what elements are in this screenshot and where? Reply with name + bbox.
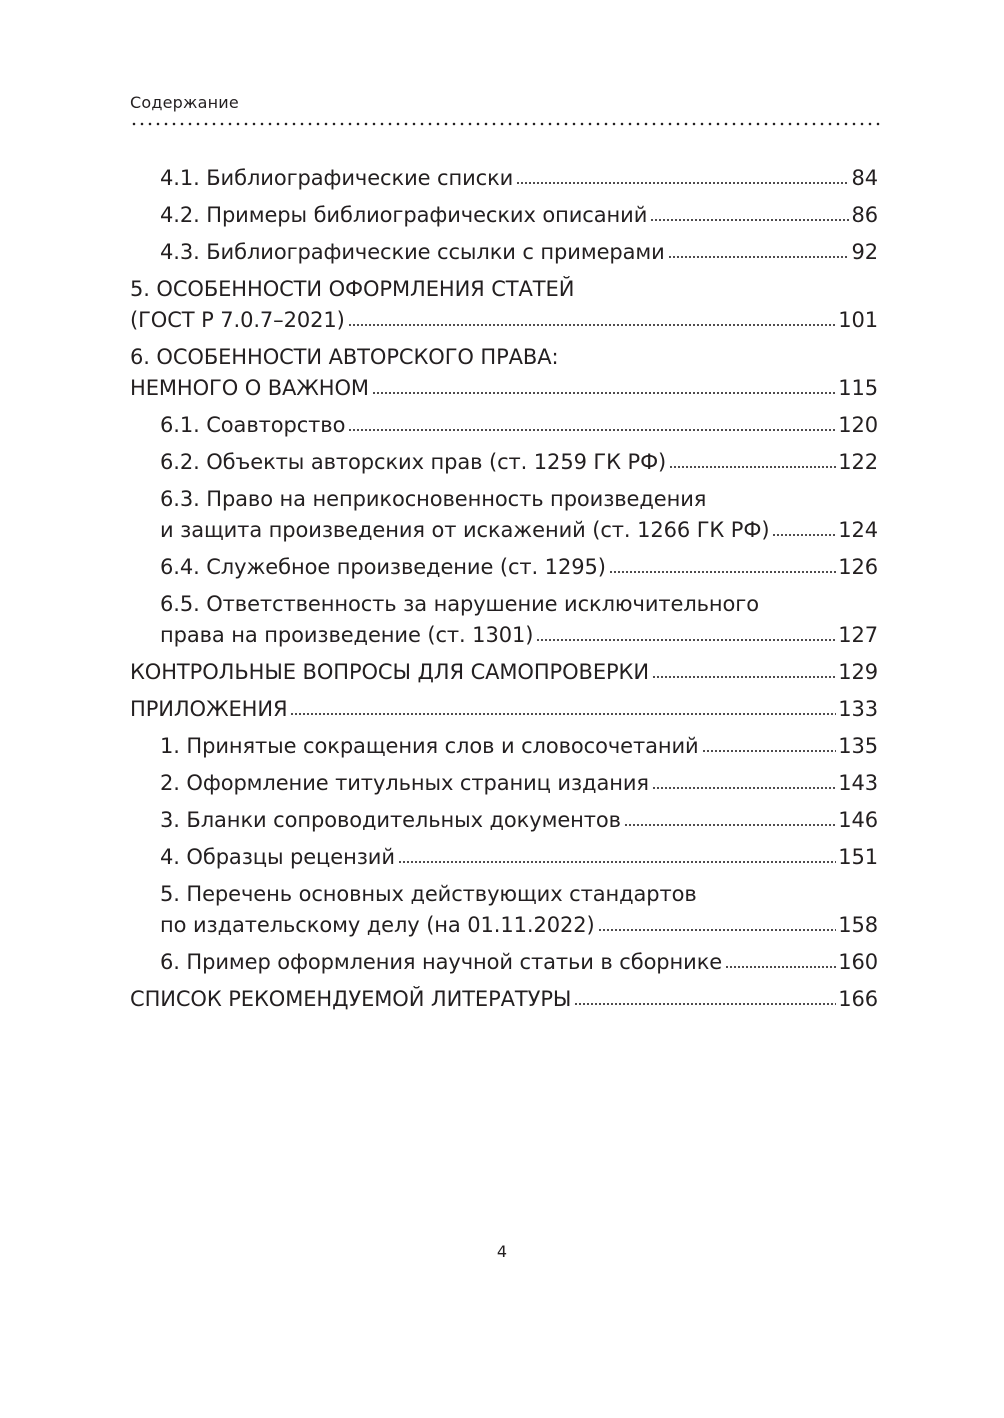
toc-entry-page: 122 xyxy=(838,450,878,474)
toc-entry-page: 135 xyxy=(838,734,878,758)
toc-entry-line xyxy=(130,657,878,688)
header-dotted-rule xyxy=(130,122,880,126)
toc-entry-line xyxy=(160,200,878,231)
dot-leader xyxy=(516,179,849,185)
toc-entry-page: 127 xyxy=(838,623,878,647)
toc-entry-title: НЕМНОГО О ВАЖНОМ xyxy=(130,376,369,400)
toc-entry-title: 2. Оформление титульных страниц издания xyxy=(160,771,649,795)
toc-entry-title: 6.4. Служебное произведение (ст. 1295) xyxy=(160,555,606,579)
dot-leader xyxy=(652,673,836,679)
toc-entry-line xyxy=(160,447,878,478)
toc-entry-line xyxy=(160,552,878,583)
toc-entry-page: 101 xyxy=(838,308,878,332)
dot-leader xyxy=(348,321,836,327)
toc-entry xyxy=(130,805,878,836)
toc-entry xyxy=(130,879,878,941)
dot-leader xyxy=(669,463,836,469)
toc-entry xyxy=(130,274,878,336)
toc-entry xyxy=(130,768,878,799)
toc-entry-page: 120 xyxy=(838,413,878,437)
dot-leader xyxy=(536,636,836,642)
toc-entry-page: 129 xyxy=(838,660,878,684)
toc-entry-title: ПРИЛОЖЕНИЯ xyxy=(130,697,288,721)
toc-entry-title-line: 5. ОСОБЕННОСТИ ОФОРМЛЕНИЯ СТАТЕЙ xyxy=(130,277,575,301)
toc-entry-line xyxy=(160,805,878,836)
dot-leader xyxy=(372,389,836,395)
toc-entry xyxy=(130,842,878,873)
dot-leader xyxy=(725,963,836,969)
dot-leader xyxy=(598,926,837,932)
toc-entry-title: (ГОСТ Р 7.0.7–2021) xyxy=(130,308,345,332)
dot-leader xyxy=(574,1000,836,1006)
toc-entry xyxy=(130,694,878,725)
toc-entry-title: КОНТРОЛЬНЫЕ ВОПРОСЫ ДЛЯ САМОПРОВЕРКИ xyxy=(130,660,649,684)
toc-entry-line xyxy=(160,731,878,762)
toc-entry-line xyxy=(160,410,878,441)
toc-entry-title: 6. Пример оформления научной статьи в сборнике xyxy=(160,950,723,974)
toc-entry-line xyxy=(130,305,878,336)
toc-entry-page: 166 xyxy=(838,987,878,1011)
toc-entry-line xyxy=(130,694,878,725)
toc-entry-line xyxy=(160,620,878,651)
toc-entry-page: 133 xyxy=(838,697,878,721)
toc-entry-line xyxy=(160,768,878,799)
toc-entry xyxy=(130,163,878,194)
toc-entry-title-line: 6.3. Право на неприкосновенность произведения xyxy=(160,487,707,511)
toc-entry xyxy=(130,342,878,404)
toc-entry-title-line: 6.5. Ответственность за нарушение исключительного xyxy=(160,592,759,616)
running-head: Содержание xyxy=(130,93,239,112)
toc-entry xyxy=(130,552,878,583)
toc-entry-line xyxy=(130,984,878,1015)
toc-entry-page: 160 xyxy=(838,950,878,974)
toc-entry-line xyxy=(160,163,878,194)
toc-entry-page: 151 xyxy=(838,845,878,869)
toc-entry xyxy=(130,984,878,1015)
dot-leader xyxy=(652,784,836,790)
toc-entry-page: 92 xyxy=(851,240,878,264)
toc-entry xyxy=(130,410,878,441)
toc-entry xyxy=(130,657,878,688)
toc-entry-page: 84 xyxy=(851,166,878,190)
toc-entry-title: 4.2. Примеры библиографических описаний xyxy=(160,203,648,227)
dot-leader xyxy=(609,568,836,574)
toc-entry-line xyxy=(160,237,878,268)
toc-entry-page: 146 xyxy=(838,808,878,832)
dot-leader xyxy=(348,426,836,432)
toc-entry xyxy=(130,237,878,268)
toc-entry-line xyxy=(130,373,878,404)
toc-entry-title: по издательскому делу (на 01.11.2022) xyxy=(160,913,595,937)
toc-entry xyxy=(130,200,878,231)
toc-entry-page: 126 xyxy=(838,555,878,579)
toc-entry-line xyxy=(160,515,878,546)
toc-entry-title: 6.2. Объекты авторских прав (ст. 1259 ГК РФ) xyxy=(160,450,667,474)
toc-entry-page: 158 xyxy=(838,913,878,937)
toc-entry-title: 3. Бланки сопроводительных документов xyxy=(160,808,621,832)
toc-entry-title: и защита произведения от искажений (ст. 1266 ГК РФ) xyxy=(160,518,770,542)
toc-entry-title: 4.3. Библиографические ссылки с примерами xyxy=(160,240,665,264)
toc-entry-page: 115 xyxy=(838,376,878,400)
toc-entry-title: права на произведение (ст. 1301) xyxy=(160,623,534,647)
toc-entry-title: 4.1. Библиографические списки xyxy=(160,166,514,190)
toc-entry-line xyxy=(160,842,878,873)
toc-entry-line xyxy=(160,910,878,941)
dot-leader xyxy=(702,747,837,753)
dot-leader xyxy=(290,710,836,716)
toc-entry-title: СПИСОК РЕКОМЕНДУЕМОЙ ЛИТЕРАТУРЫ xyxy=(130,987,572,1011)
toc-entry xyxy=(130,447,878,478)
toc-entry-line xyxy=(160,947,878,978)
toc-entry xyxy=(130,484,878,546)
toc-entry-title-line: 6. ОСОБЕННОСТИ АВТОРСКОГО ПРАВА: xyxy=(130,345,559,369)
toc-entry-page: 124 xyxy=(838,518,878,542)
toc-entry-title: 4. Образцы рецензий xyxy=(160,845,395,869)
toc-entry-page: 86 xyxy=(851,203,878,227)
page-number: 4 xyxy=(496,1242,508,1261)
toc-entry-page: 143 xyxy=(838,771,878,795)
dot-leader xyxy=(668,253,850,259)
table-of-contents xyxy=(130,163,878,1021)
toc-entry xyxy=(130,589,878,651)
toc-entry-title: 6.1. Соавторство xyxy=(160,413,346,437)
dot-leader xyxy=(398,858,836,864)
toc-entry-title-line: 5. Перечень основных действующих стандартов xyxy=(160,882,697,906)
dot-leader xyxy=(650,216,849,222)
toc-entry xyxy=(130,947,878,978)
toc-entry xyxy=(130,731,878,762)
dot-leader xyxy=(772,531,836,537)
dot-leader xyxy=(624,821,836,827)
toc-entry-title: 1. Принятые сокращения слов и словосочетаний xyxy=(160,734,699,758)
